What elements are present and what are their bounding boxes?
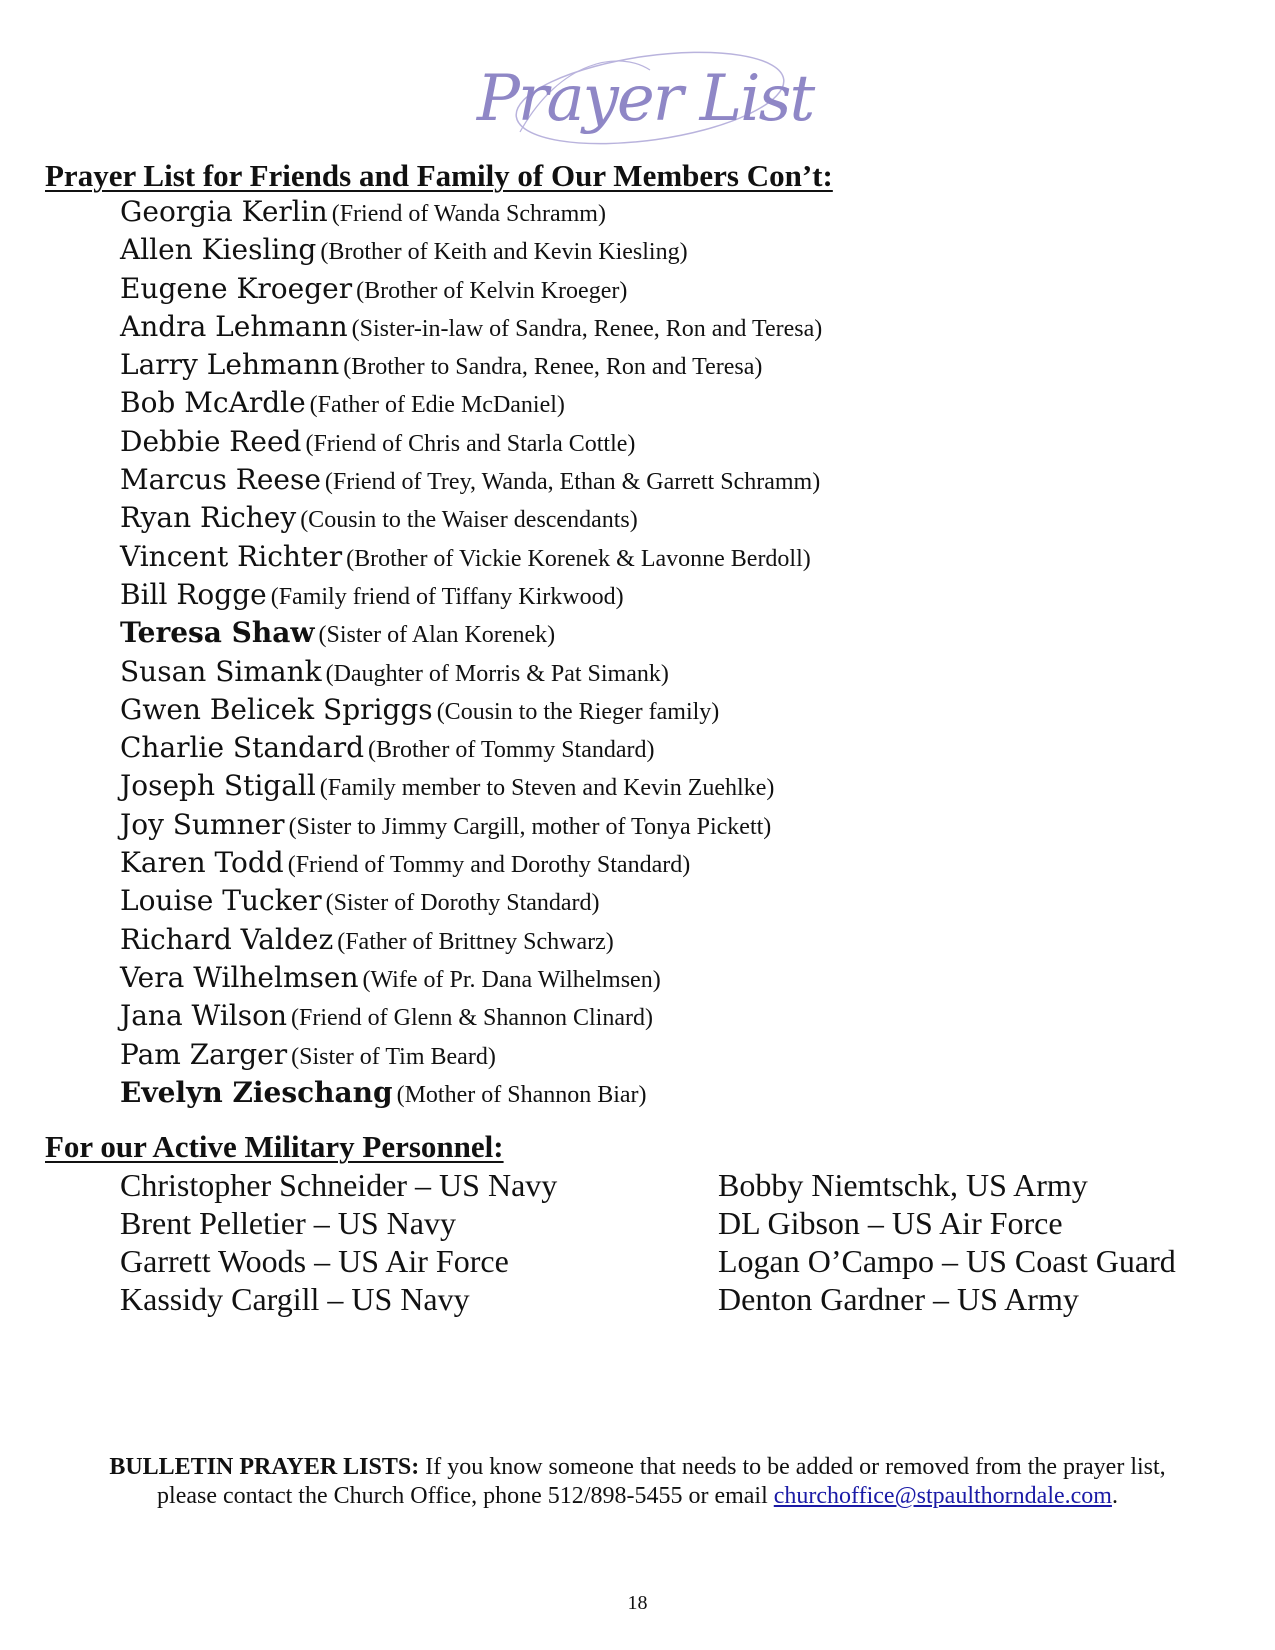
- prayer-entry-name: Larry Lehmann: [120, 348, 340, 382]
- prayer-entry-relation: (Sister of Alan Korenek): [318, 622, 556, 649]
- logo-graphic: [476, 40, 814, 155]
- prayer-entry-relation: (Sister of Tim Beard): [291, 1043, 496, 1070]
- prayer-entry: [120, 538, 822, 576]
- prayer-entry: [120, 1074, 822, 1112]
- prayer-entry: [120, 461, 822, 499]
- prayer-entry-relation: (Mother of Shannon Biar): [396, 1081, 647, 1108]
- prayer-entry-relation: (Wife of Pr. Dana Wilhelmsen): [362, 966, 661, 993]
- logo-text: Prayer List: [476, 62, 814, 136]
- prayer-entry: [120, 729, 822, 767]
- prayer-entry: [120, 346, 822, 384]
- prayer-entry-name: Eugene Kroeger: [120, 271, 353, 305]
- prayer-entry-relation: (Sister of Dorothy Standard): [325, 890, 600, 917]
- prayer-entry: [120, 767, 822, 805]
- prayer-entry-name: Jana Wilson: [120, 999, 288, 1033]
- prayer-entry-name: Bill Rogge: [120, 577, 267, 611]
- prayer-entry-name: Gwen Belicek Spriggs: [120, 692, 433, 726]
- prayer-entry-name: Charlie Standard: [120, 731, 365, 765]
- prayer-entry-name: Georgia Kerlin: [120, 195, 328, 228]
- prayer-entry: [120, 193, 822, 231]
- prayer-entry-relation: (Friend of Glenn & Shannon Clinard): [291, 1005, 653, 1032]
- prayer-entry: [120, 844, 822, 882]
- prayer-entry: [120, 423, 822, 461]
- military-entry: DL Gibson – US Air Force: [718, 1205, 1063, 1241]
- bulletin-text-line2: please contact the Church Office, phone 512/898-5455 or email: [157, 1483, 774, 1509]
- prayer-entry-name: Joseph Stigall: [120, 769, 316, 803]
- prayer-entry: [120, 1036, 822, 1074]
- prayer-entry: [120, 499, 822, 537]
- prayer-entry-name: Debbie Reed: [120, 424, 302, 458]
- prayer-entry-relation: (Brother to Sandra, Renee, Ron and Teresa): [343, 354, 763, 381]
- friends-family-heading: Prayer List for Friends and Family of Our Members Con’t:: [45, 158, 833, 193]
- prayer-entry: [120, 806, 822, 844]
- prayer-entry-name: Ryan Richey: [120, 501, 297, 535]
- prayer-list-logo: [476, 40, 814, 155]
- prayer-entry: [120, 882, 822, 920]
- prayer-entry-relation: (Family friend of Tiffany Kirkwood): [270, 583, 624, 610]
- prayer-entry-relation: (Brother of Vickie Korenek & Lavonne Berdoll): [346, 545, 811, 572]
- prayer-entry: [120, 997, 822, 1035]
- prayer-entry-name: Joy Sumner: [120, 807, 285, 841]
- prayer-entry-name: Teresa Shaw: [120, 616, 315, 650]
- prayer-entry-name: Allen Kiesling: [120, 233, 317, 267]
- prayer-entry: [120, 576, 822, 614]
- prayer-entry-name: Marcus Reese: [120, 463, 321, 497]
- prayer-entry-name: Vera Wilhelmsen: [120, 960, 359, 994]
- prayer-entry-relation: (Daughter of Morris & Pat Simank): [325, 660, 669, 687]
- prayer-entry-relation: (Friend of Tommy and Dorothy Standard): [287, 852, 691, 879]
- prayer-entry-name: Bob McArdle: [120, 386, 306, 420]
- military-entry: Garrett Woods – US Air Force: [120, 1243, 509, 1279]
- prayer-entry-relation: (Brother of Kelvin Kroeger): [356, 277, 628, 304]
- prayer-entry-name: Andra Lehmann: [120, 309, 348, 343]
- prayer-entry: [120, 231, 822, 269]
- prayer-entry: [120, 691, 822, 729]
- prayer-entry: [120, 653, 822, 691]
- church-office-email-link[interactable]: churchoffice@stpaulthorndale.com: [773, 1483, 1112, 1509]
- prayer-entry-name: Karen Todd: [120, 846, 284, 880]
- prayer-entry-relation: (Cousin to the Waiser descendants): [300, 507, 638, 534]
- prayer-entry: [120, 959, 822, 997]
- page-number: 18: [627, 1592, 648, 1614]
- military-entry: Denton Gardner – US Army: [718, 1281, 1079, 1317]
- prayer-entry-name: Pam Zarger: [120, 1037, 288, 1071]
- bulletin-notice: [60, 1453, 1215, 1511]
- military-entry: Christopher Schneider – US Navy: [120, 1167, 558, 1203]
- prayer-entry-relation: (Sister to Jimmy Cargill, mother of Tonya Pickett): [288, 813, 772, 840]
- prayer-entry: [120, 614, 822, 652]
- prayer-entry-relation: (Brother of Keith and Kevin Kiesling): [320, 239, 688, 266]
- bulletin-end: .: [1111, 1483, 1118, 1509]
- prayer-list: [120, 193, 822, 1112]
- bulletin-text-line1: If you know someone that needs to be added or removed from the prayer list,: [419, 1454, 1166, 1480]
- prayer-entry-relation: (Brother of Tommy Standard): [368, 737, 655, 764]
- prayer-entry-relation: (Friend of Trey, Wanda, Ethan & Garrett Schramm): [324, 469, 821, 496]
- prayer-entry-name: Richard Valdez: [120, 922, 334, 956]
- prayer-entry-name: Louise Tucker: [120, 884, 322, 918]
- prayer-entry-name: Vincent Richter: [120, 539, 343, 573]
- prayer-entry-relation: (Cousin to the Rieger family): [436, 698, 720, 725]
- military-list-left: [120, 1166, 557, 1318]
- prayer-entry-relation: (Sister-in-law of Sandra, Renee, Ron and Teresa): [351, 315, 823, 342]
- prayer-entry-relation: (Father of Brittney Schwarz): [337, 928, 614, 955]
- prayer-entry: [120, 384, 822, 422]
- prayer-entry-name: Susan Simank: [120, 654, 322, 688]
- military-list-right: [718, 1166, 1176, 1318]
- prayer-entry: [120, 270, 822, 308]
- military-entry: Kassidy Cargill – US Navy: [120, 1281, 470, 1317]
- military-entry: Bobby Niemtschk, US Army: [718, 1167, 1088, 1203]
- prayer-entry-relation: (Family member to Steven and Kevin Zuehlke): [319, 775, 775, 802]
- prayer-entry-relation: (Father of Edie McDaniel): [309, 392, 565, 419]
- prayer-entry-relation: (Friend of Wanda Schramm): [331, 201, 606, 227]
- military-entry: Logan O’Campo – US Coast Guard: [718, 1243, 1176, 1279]
- military-heading: For our Active Military Personnel:: [45, 1129, 504, 1164]
- prayer-entry: [120, 308, 822, 346]
- military-entry: Brent Pelletier – US Navy: [120, 1205, 456, 1241]
- prayer-entry: [120, 921, 822, 959]
- prayer-entry-relation: (Friend of Chris and Starla Cottle): [305, 430, 636, 457]
- prayer-entry-name: Evelyn Zieschang: [120, 1075, 393, 1109]
- bulletin-label: BULLETIN PRAYER LISTS:: [109, 1454, 420, 1480]
